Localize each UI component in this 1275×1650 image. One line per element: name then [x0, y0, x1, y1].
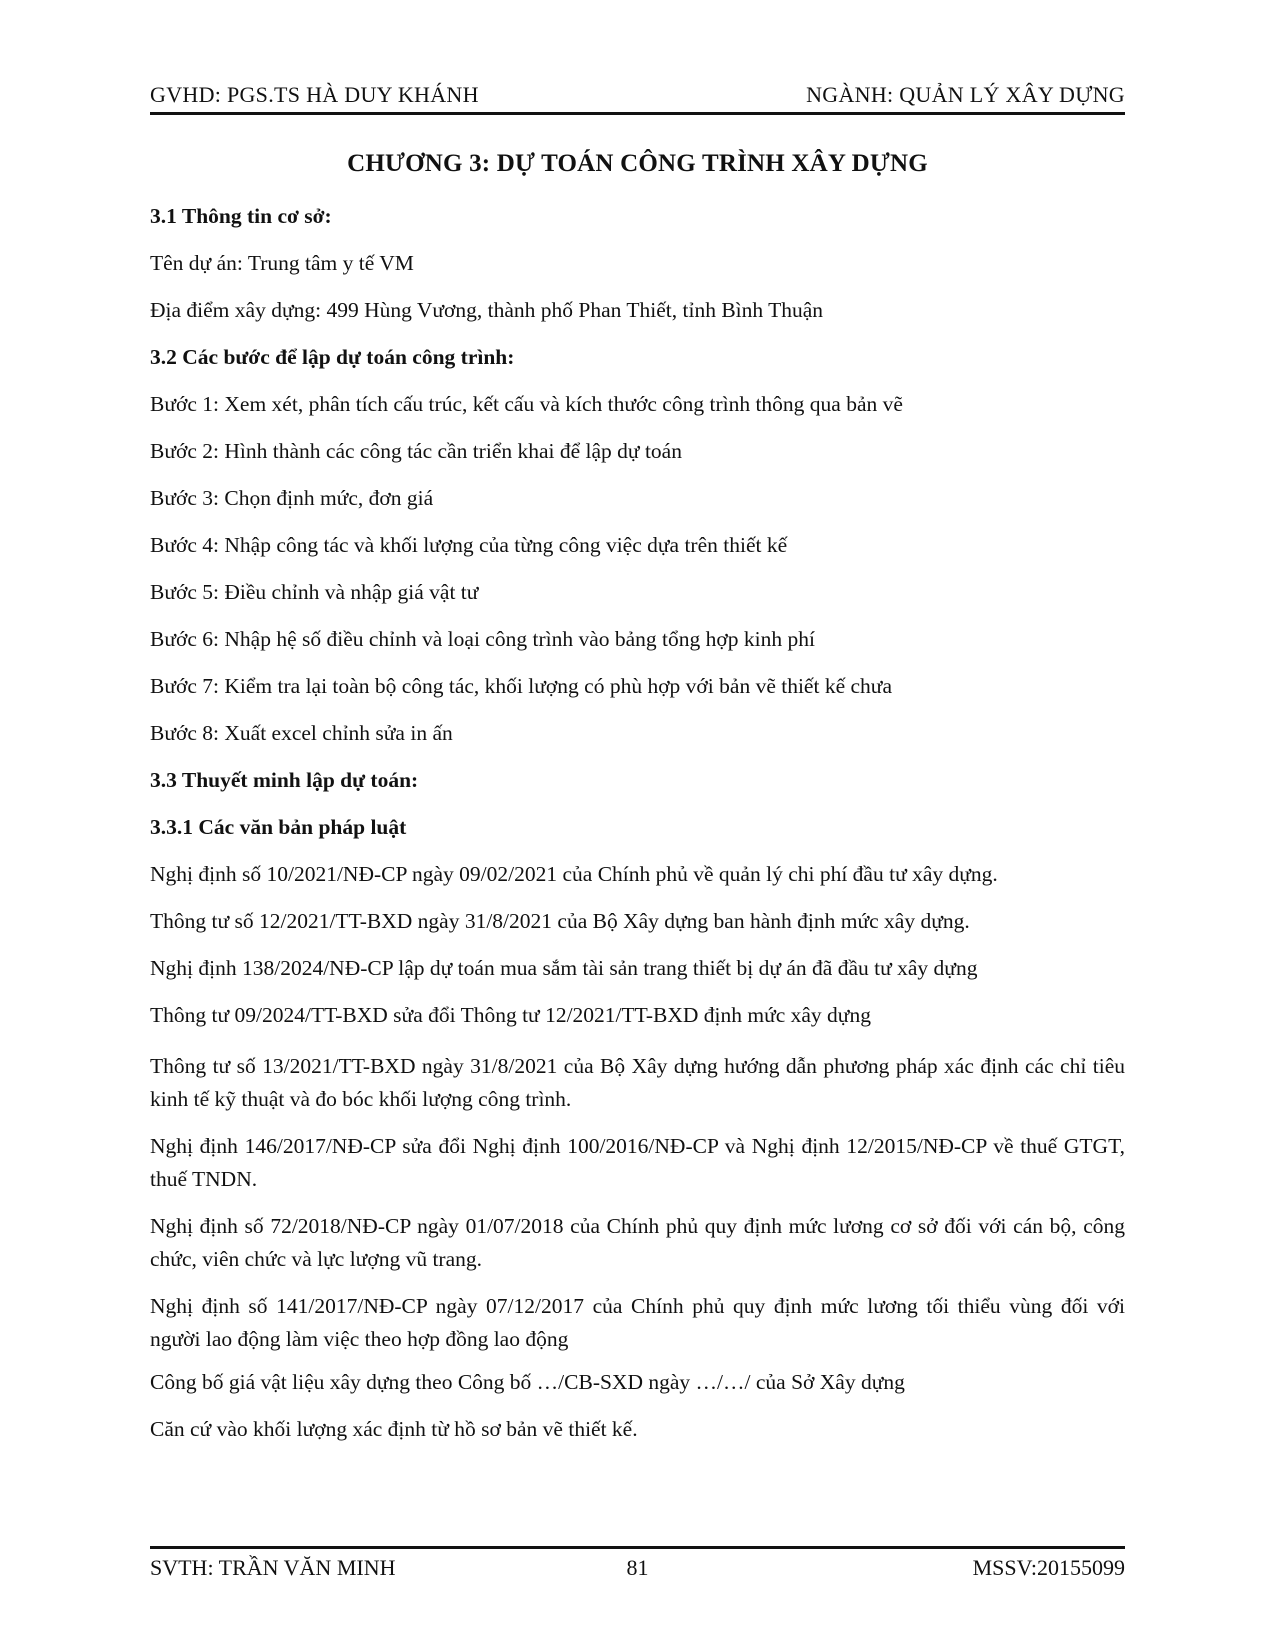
section-3-3-1-heading: 3.3.1 Các văn bản pháp luật [150, 815, 407, 839]
page-footer [150, 1546, 1125, 1581]
legal-document-item: Nghị định số 141/2017/NĐ-CP ngày 07/12/2017 của Chính phủ quy định mức lương tối thiểu vùng đối với người lao động làm việc theo hợp đồng lao động [150, 1294, 1125, 1351]
step-item: Bước 4: Nhập công tác và khối lượng của từng công việc dựa trên thiết kế [150, 533, 788, 557]
header-supervisor: GVHD: PGS.TS HÀ DUY KHÁNH [150, 82, 479, 107]
footer-student: SVTH: TRẦN VĂN MINH [150, 1555, 396, 1580]
legal-document-item: Thông tư 09/2024/TT-BXD sửa đổi Thông tư 12/2021/TT-BXD định mức xây dựng [150, 1003, 871, 1027]
legal-document-item: Nghị định 146/2017/NĐ-CP sửa đổi Nghị định 100/2016/NĐ-CP và Nghị định 12/2015/NĐ-CP về thuế GTGT, thuế TNDN. [150, 1134, 1125, 1191]
step-item: Bước 6: Nhập hệ số điều chỉnh và loại công trình vào bảng tổng hợp kinh phí [150, 627, 815, 651]
legal-document-item: Thông tư số 12/2021/TT-BXD ngày 31/8/2021 của Bộ Xây dựng ban hành định mức xây dựng. [150, 909, 970, 933]
footer-student-id: MSSV:20155099 [972, 1555, 1125, 1580]
step-item: Bước 8: Xuất excel chỉnh sửa in ấn [150, 721, 453, 745]
section-3-3-heading: 3.3 Thuyết minh lập dự toán: [150, 768, 419, 792]
page-content [150, 150, 1125, 1464]
step-item: Bước 7: Kiểm tra lại toàn bộ công tác, khối lượng có phù hợp với bản vẽ thiết kế chưa [150, 674, 892, 698]
section-3-1-heading: 3.1 Thông tin cơ sở: [150, 204, 332, 228]
project-location: Địa điểm xây dựng: 499 Hùng Vương, thành phố Phan Thiết, tỉnh Bình Thuận [150, 298, 824, 322]
step-item: Bước 2: Hình thành các công tác cần triển khai để lập dự toán [150, 439, 682, 463]
legal-document-item: Thông tư số 13/2021/TT-BXD ngày 31/8/2021 của Bộ Xây dựng hướng dẫn phương pháp xác định các chỉ tiêu kinh tế kỹ thuật và đo bóc khối lượng công trình. [150, 1054, 1125, 1111]
section-3-2-heading: 3.2 Các bước để lập dự toán công trình: [150, 345, 515, 369]
page-number: 81 [626, 1555, 649, 1580]
legal-document-item: Nghị định số 72/2018/NĐ-CP ngày 01/07/2018 của Chính phủ quy định mức lương cơ sở đối với cán bộ, công chức, viên chức và lực lượng vũ trang. [150, 1214, 1125, 1271]
page-header [150, 74, 1125, 115]
legal-document-item: Nghị định 138/2024/NĐ-CP lập dự toán mua sắm tài sản trang thiết bị dự án đã đầu tư xây dựng [150, 956, 978, 980]
step-item: Bước 5: Điều chỉnh và nhập giá vật tư [150, 580, 479, 604]
legal-document-item: Nghị định số 10/2021/NĐ-CP ngày 09/02/2021 của Chính phủ về quản lý chi phí đầu tư xây dựng. [150, 862, 998, 886]
chapter-title: CHƯƠNG 3: DỰ TOÁN CÔNG TRÌNH XÂY DỰNG [347, 150, 928, 177]
legal-document-item: Căn cứ vào khối lượng xác định từ hồ sơ bản vẽ thiết kế. [150, 1417, 638, 1441]
step-item: Bước 3: Chọn định mức, đơn giá [150, 486, 434, 510]
step-item: Bước 1: Xem xét, phân tích cấu trúc, kết cấu và kích thước công trình thông qua bản vẽ [150, 392, 903, 416]
project-name: Tên dự án: Trung tâm y tế VM [150, 251, 414, 275]
header-major: NGÀNH: QUẢN LÝ XÂY DỰNG [806, 82, 1125, 107]
legal-document-item: Công bố giá vật liệu xây dựng theo Công bố …/CB-SXD ngày …/…/ của Sở Xây dựng [150, 1370, 905, 1394]
